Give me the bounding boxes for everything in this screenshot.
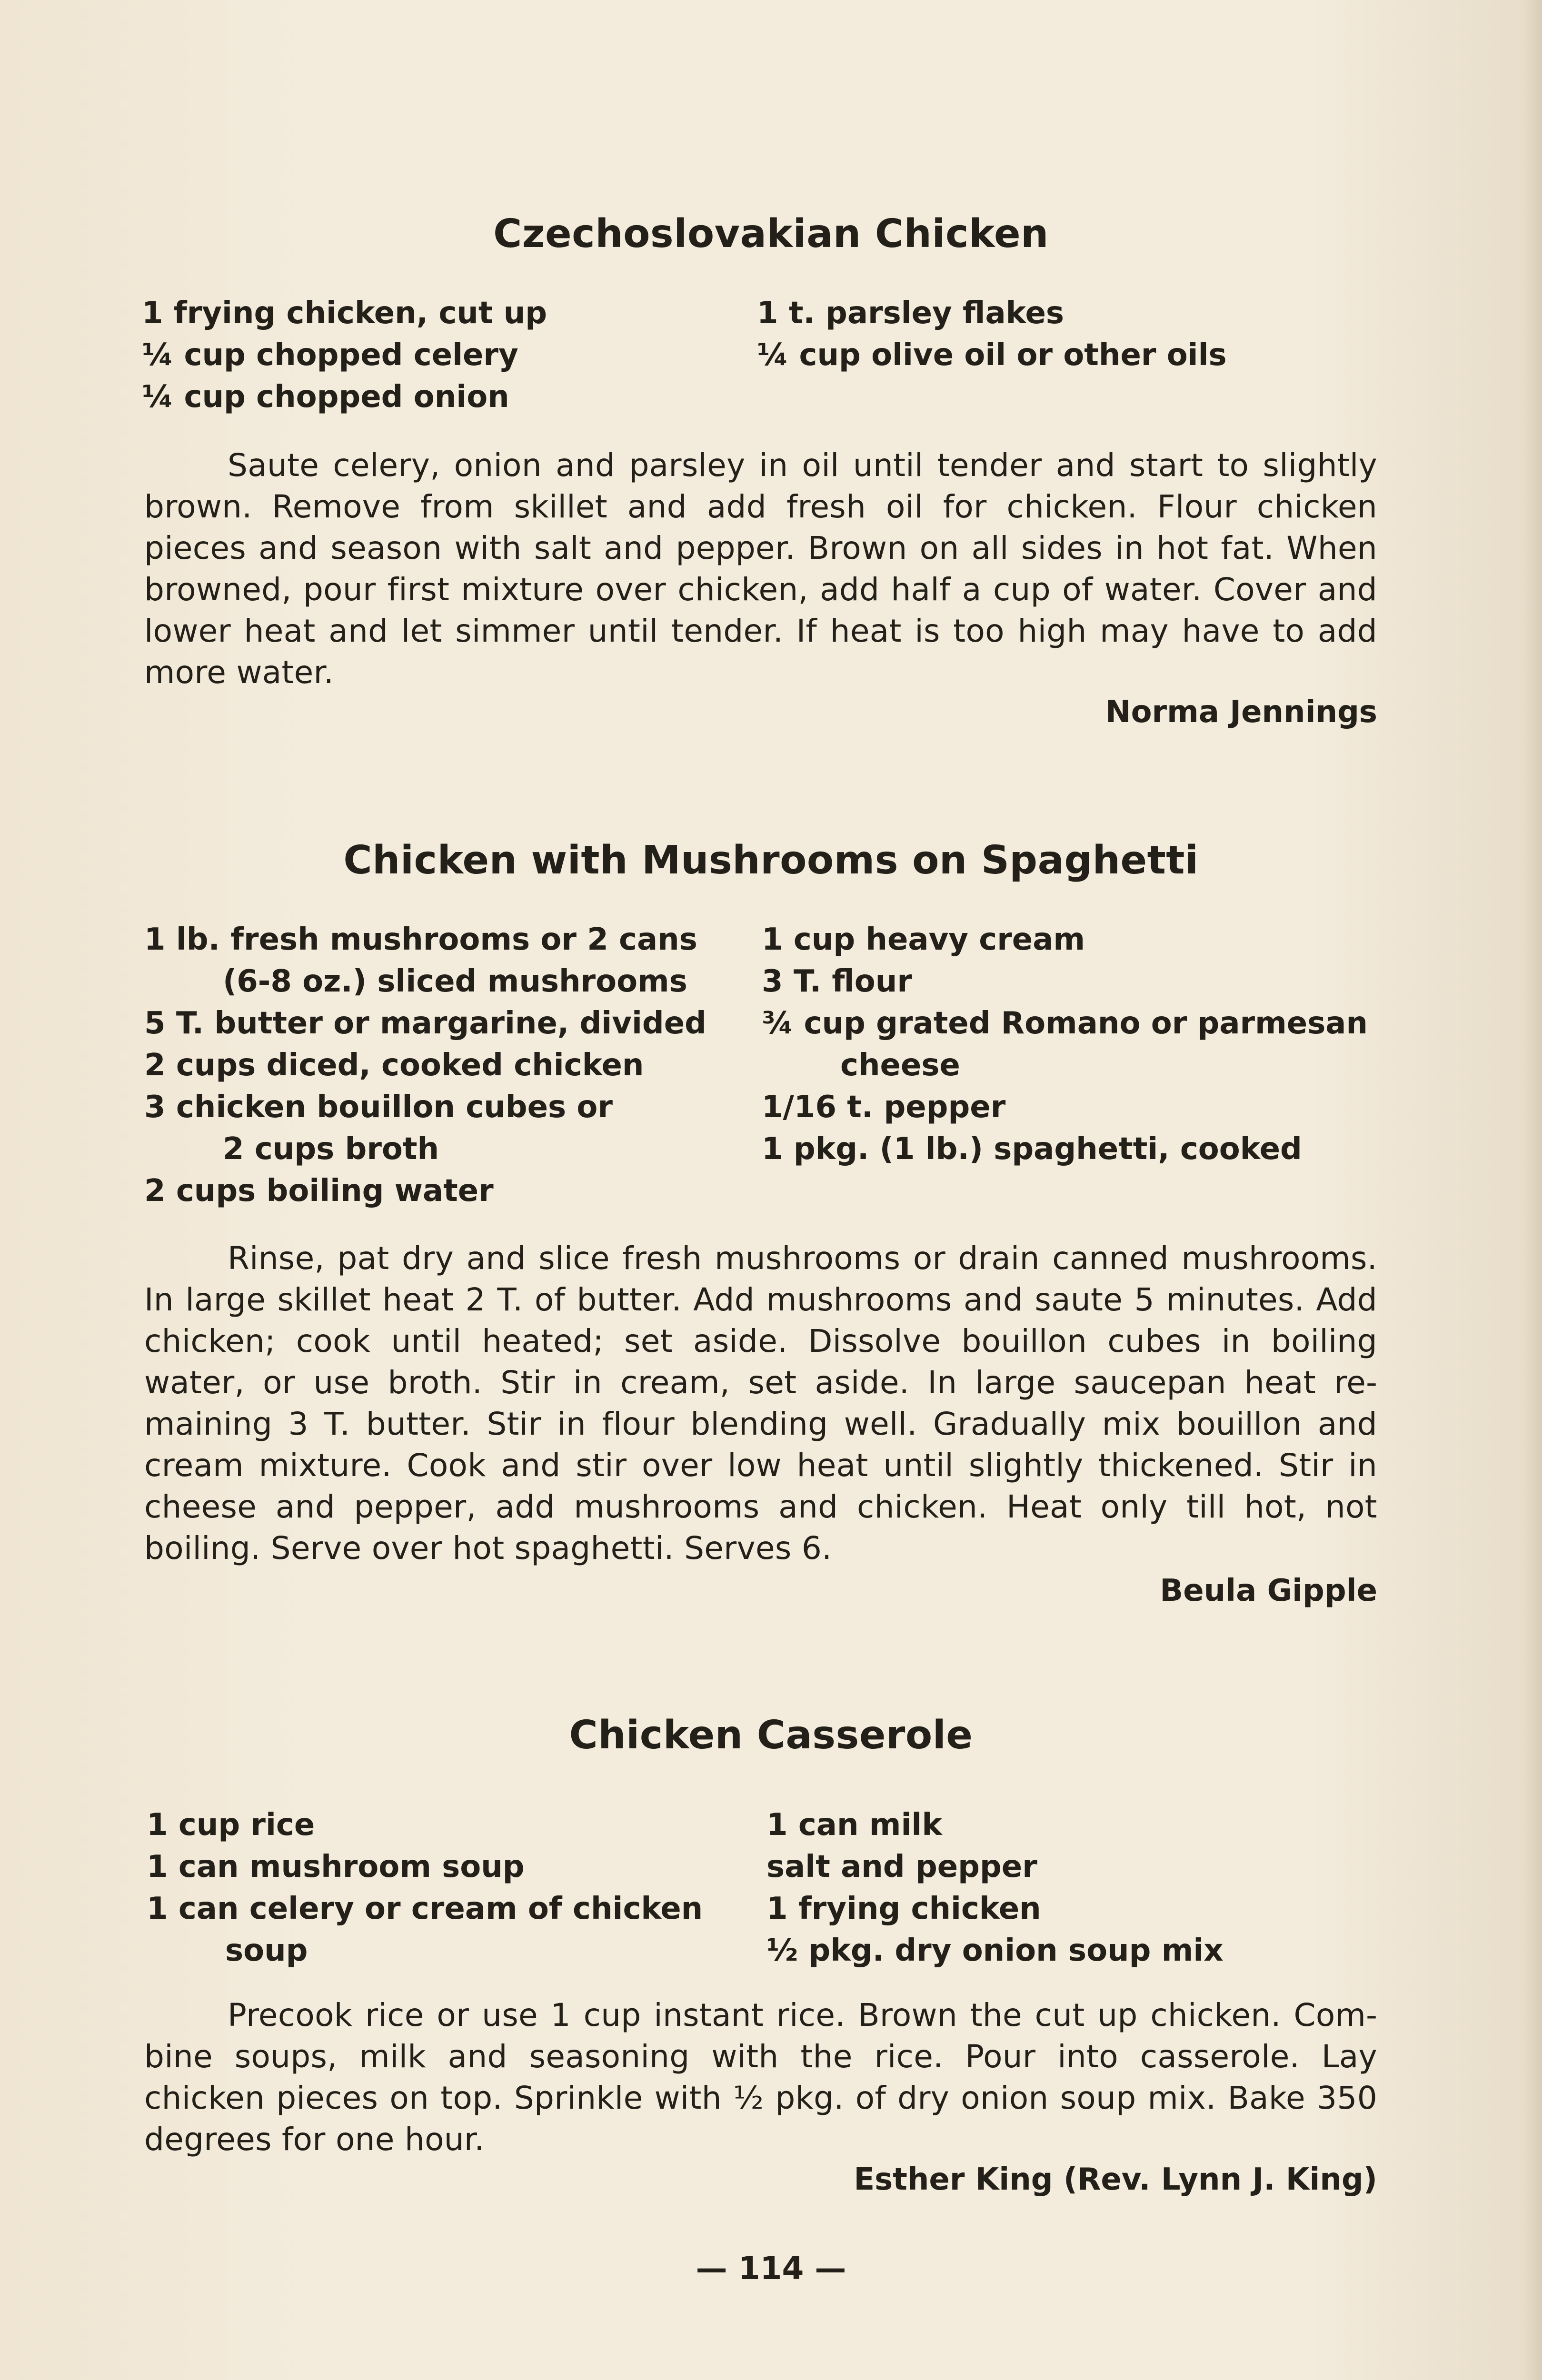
recipe-author: Norma Jennings [1105, 694, 1377, 730]
ingredient-line: 2 cups boiling water [144, 1173, 494, 1209]
ingredient-line: salt and pepper [766, 1849, 1037, 1884]
ingredient-line: 3 chicken bouillon cubes or [144, 1090, 613, 1125]
ingredients-right [766, 1804, 1224, 1972]
ingredient-line: ¼ cup chopped celery [142, 337, 518, 373]
ingredient-line: cheese [840, 1048, 960, 1083]
ingredients-left [142, 292, 547, 418]
ingredients-right [757, 292, 1227, 376]
ingredient-line: 1 cup rice [147, 1807, 315, 1843]
page-spine-shadow [1523, 0, 1542, 2380]
ingredient-line: 1 lb. fresh mushrooms or 2 cans [144, 922, 697, 957]
recipe-author: Esther King (Rev. Lynn J. King) [854, 2162, 1377, 2197]
page-number: — 114 — [696, 2250, 846, 2287]
ingredient-line: ¼ cup olive oil or other oils [757, 337, 1227, 373]
recipe-title: Chicken with Mushrooms on Spaghetti [343, 838, 1199, 883]
ingredient-line: 5 T. butter or margarine, divided [144, 1006, 706, 1041]
ingredient-line: 1/16 t. pepper [762, 1090, 1006, 1125]
ingredient-line: 3 T. flour [762, 964, 912, 999]
ingredient-line: (6-8 oz.) sliced mushrooms [223, 964, 687, 999]
recipe-author: Beula Gipple [1160, 1573, 1377, 1608]
recipe-title: Czechoslovakian Chicken [493, 211, 1049, 257]
ingredient-line: ¼ cup chopped onion [142, 379, 509, 415]
recipe-method: Precook rice or use 1 cup instant rice. Brown the cut up chicken. Combine soups, milk and seasoning with the rice. Pour into casserole. Lay chicken pieces on top. Sprinkle with ½ pkg. of dry onion soup mix. Bake 350 degrees for one hour. [144, 1997, 1377, 2158]
ingredient-line: ¾ cup grated Romano or parmesan [762, 1006, 1368, 1041]
ingredient-line: 1 frying chicken, cut up [142, 296, 547, 331]
ingredient-line: 1 frying chicken [766, 1891, 1041, 1926]
ingredient-line: 1 can celery or cream of chicken [147, 1891, 703, 1926]
ingredient-line: ½ pkg. dry onion soup mix [766, 1933, 1224, 1968]
ingredients-left [147, 1804, 703, 1972]
recipe-title: Chicken Casserole [569, 1713, 973, 1758]
ingredients-left [144, 919, 706, 1212]
ingredient-line: 1 t. parsley flakes [757, 296, 1064, 331]
ingredient-line: soup [225, 1933, 308, 1968]
ingredient-line: 1 can mushroom soup [147, 1849, 525, 1884]
ingredient-line: 1 cup heavy cream [762, 922, 1085, 957]
ingredients-right [762, 919, 1368, 1170]
ingredient-line: 1 can milk [766, 1807, 942, 1843]
ingredient-line: 2 cups diced, cooked chicken [144, 1048, 644, 1083]
ingredient-line: 1 pkg. (1 lb.) spaghetti, cooked [762, 1131, 1302, 1167]
ingredient-line: 2 cups broth [223, 1131, 439, 1167]
recipe-method: Saute celery, onion and parsley in oil until tender and start to slightly brown. Remove from skillet and add fresh oil for chicken. Flour chicken pieces and season with salt and pepper. Brown on all sides in hot fat. When browned, pour first mixture over chicken, add half a cup of water. Cover and lower heat and let simmer until tender. If heat is too high may have to add more water. [144, 447, 1377, 691]
recipe-method: Rinse, pat dry and slice fresh mushrooms or drain canned mushrooms. In large skillet heat 2 T. of butter. Add mushrooms and saute 5 minutes. Add chicken; cook until heated; set aside. Dissolve bouillon cubes in boiling water, or use broth. Stir in cream, set aside. In large saucepan heat remaining 3 T. butter. Stir in flour blending well. Gradually mix bouillon and cream mixture. Cook and stir over low heat until slightly thickened. Stir in cheese and pepper, add mushrooms and chicken. Heat only till hot, not boiling. Serve over hot spaghetti. Serves 6. [144, 1240, 1377, 1567]
